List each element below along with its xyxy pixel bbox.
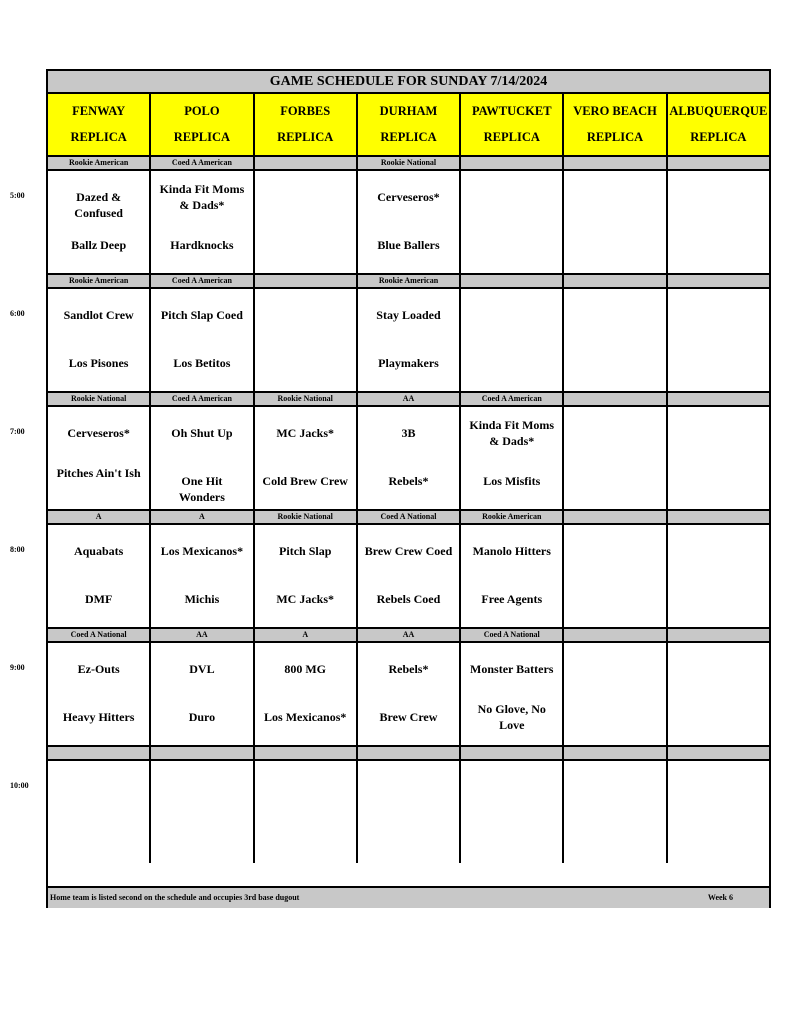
- home-team: Los Betitos: [173, 356, 231, 370]
- game-cell: [358, 289, 461, 391]
- away-team: Manolo Hitters: [472, 544, 551, 558]
- field-subtitle: REPLICA: [586, 130, 644, 145]
- game-cell: [151, 171, 254, 273]
- game-cell: [564, 761, 667, 863]
- time-slot-row: [48, 171, 769, 275]
- division-label: Coed A American: [151, 157, 254, 169]
- game-cell: [255, 289, 358, 391]
- game-cell: [48, 171, 151, 273]
- away-team: Cerveseros*: [67, 426, 130, 440]
- away-team: Sandlot Crew: [63, 308, 134, 322]
- footer-note: Home team is listed second on the schedule and occupies 3rd base dugout: [50, 893, 300, 902]
- division-label: [564, 629, 667, 641]
- game-cell: [358, 171, 461, 273]
- game-cell: [564, 643, 667, 745]
- division-label: [255, 157, 358, 169]
- home-team: Free Agents: [481, 592, 543, 606]
- division-label: [668, 747, 769, 759]
- home-team: Los Pisones: [68, 356, 129, 370]
- footer-bar: [48, 886, 769, 908]
- home-team: Michis: [184, 592, 220, 606]
- time-label: 9:00: [10, 663, 25, 672]
- field-name: POLO: [184, 103, 220, 118]
- game-cell: [358, 643, 461, 745]
- away-team: Pitch Slap: [279, 544, 332, 558]
- schedule-table: [46, 69, 771, 908]
- time-label: 7:00: [10, 427, 25, 436]
- game-cell: [668, 643, 769, 745]
- division-label: [358, 747, 461, 759]
- home-team: Rebels Coed: [376, 592, 441, 606]
- time-label: 6:00: [10, 309, 25, 318]
- game-cell: [358, 525, 461, 627]
- home-team: Hardknocks: [170, 238, 234, 252]
- game-cell: [564, 289, 667, 391]
- away-team: Aquabats: [73, 544, 124, 558]
- home-team: Ballz Deep: [71, 238, 127, 252]
- game-cell: [564, 171, 667, 273]
- division-label: Coed A National: [461, 629, 564, 641]
- game-cell: [358, 407, 461, 509]
- away-team: Rebels*: [388, 662, 429, 676]
- division-label: [564, 511, 667, 523]
- home-team: DMF: [84, 592, 113, 606]
- home-team: Rebels*: [388, 474, 429, 488]
- home-team: MC Jacks*: [276, 592, 335, 606]
- division-label: Rookie National: [358, 157, 461, 169]
- division-label: [255, 747, 358, 759]
- game-cell: [151, 761, 254, 863]
- game-cell: [48, 289, 151, 391]
- field-name: DURHAM: [379, 103, 438, 118]
- away-team: Pitch Slap Coed: [160, 308, 243, 322]
- division-label: Rookie American: [48, 157, 151, 169]
- home-team: Los Misfits: [483, 474, 541, 488]
- game-cell: [48, 525, 151, 627]
- game-cell: [255, 171, 358, 273]
- field-header-4: [358, 94, 461, 155]
- field-name: VERO BEACH: [573, 103, 657, 118]
- field-header-6: [564, 94, 667, 155]
- away-team: 800 MG: [284, 662, 327, 676]
- field-subtitle: REPLICA: [483, 130, 540, 145]
- field-name: FORBES: [280, 103, 331, 118]
- away-team: Stay Loaded: [376, 308, 441, 322]
- division-label: [151, 747, 254, 759]
- division-band: [48, 275, 769, 289]
- division-label: A: [151, 511, 254, 523]
- division-label: [461, 157, 564, 169]
- division-band: [48, 157, 769, 171]
- time-slot-row: [48, 761, 769, 863]
- game-cell: [151, 643, 254, 745]
- time-label: 8:00: [10, 545, 25, 554]
- away-team: Oh Shut Up: [171, 426, 233, 440]
- game-cell: [48, 761, 151, 863]
- division-label: A: [255, 629, 358, 641]
- away-team: Los Mexicanos*: [160, 544, 244, 558]
- division-band: [48, 511, 769, 525]
- home-team: Cold Brew Crew: [262, 474, 348, 488]
- field-header-2: [151, 94, 254, 155]
- division-label: Coed A American: [151, 275, 254, 287]
- division-label: [48, 747, 151, 759]
- game-cell: [255, 525, 358, 627]
- division-label: [461, 747, 564, 759]
- game-cell: [461, 643, 564, 745]
- division-label: [564, 275, 667, 287]
- division-label: [255, 275, 358, 287]
- division-label: [668, 511, 769, 523]
- division-label: AA: [151, 629, 254, 641]
- field-subtitle: REPLICA: [690, 130, 747, 145]
- game-cell: [564, 407, 667, 509]
- field-header-1: [48, 94, 151, 155]
- division-label: AA: [358, 393, 461, 405]
- division-label: Coed A American: [461, 393, 564, 405]
- division-label: AA: [358, 629, 461, 641]
- game-cell: [668, 289, 769, 391]
- game-cell: [358, 761, 461, 863]
- division-label: Coed A National: [358, 511, 461, 523]
- division-label: Coed A American: [151, 393, 254, 405]
- field-name: PAWTUCKET: [471, 103, 552, 118]
- game-cell: [151, 289, 254, 391]
- division-label: [564, 157, 667, 169]
- home-team: Heavy Hitters: [62, 710, 135, 724]
- game-cell: [461, 525, 564, 627]
- game-cell: [461, 761, 564, 863]
- away-team: Ez-Outs: [77, 662, 120, 676]
- division-label: Rookie National: [255, 511, 358, 523]
- away-team: Cerveseros*: [377, 190, 440, 204]
- game-cell: [461, 171, 564, 273]
- division-label: [668, 629, 769, 641]
- time-slot-row: [48, 407, 769, 511]
- field-subtitle: REPLICA: [173, 130, 231, 145]
- away-team: 3B: [401, 426, 416, 440]
- home-team: Pitches Ain't Ish: [56, 466, 141, 480]
- away-team: DVL: [189, 662, 215, 676]
- time-label: 5:00: [10, 191, 25, 200]
- division-label: Rookie National: [255, 393, 358, 405]
- game-cell: [151, 525, 254, 627]
- game-cell: [255, 643, 358, 745]
- home-team: Duro: [188, 710, 216, 724]
- away-team: Kinda Fit Moms & Dads*: [469, 418, 555, 448]
- game-cell: [461, 407, 564, 509]
- field-header-3: [255, 94, 358, 155]
- week-label: Week 6: [707, 893, 733, 902]
- division-band: [48, 393, 769, 407]
- field-name: ALBUQUERQUE: [669, 103, 768, 118]
- division-label: [564, 393, 667, 405]
- home-team: Playmakers: [378, 356, 439, 370]
- division-label: [564, 747, 667, 759]
- game-cell: [151, 407, 254, 509]
- division-band: [48, 747, 769, 761]
- game-cell: [564, 525, 667, 627]
- away-team: Brew Crew Coed: [364, 544, 453, 558]
- game-cell: [48, 407, 151, 509]
- page-title: GAME SCHEDULE FOR SUNDAY 7/14/2024: [48, 71, 769, 94]
- division-label: Rookie American: [461, 511, 564, 523]
- field-header-7: [668, 94, 769, 155]
- division-label: [461, 275, 564, 287]
- division-label: A: [48, 511, 151, 523]
- away-team: MC Jacks*: [276, 426, 335, 440]
- division-label: Rookie American: [358, 275, 461, 287]
- division-label: [668, 275, 769, 287]
- home-team: Brew Crew: [379, 710, 438, 724]
- field-header-row: [48, 94, 769, 157]
- game-cell: [48, 643, 151, 745]
- game-cell: [668, 407, 769, 509]
- field-subtitle: REPLICA: [70, 130, 127, 145]
- game-cell: [668, 171, 769, 273]
- division-band: [48, 629, 769, 643]
- game-cell: [255, 761, 358, 863]
- away-team: Dazed & Confused: [74, 190, 123, 220]
- away-team: Monster Batters: [470, 662, 554, 676]
- home-team: Blue Ballers: [377, 238, 440, 252]
- home-team: No Glove, No Love: [477, 702, 546, 732]
- time-label: 10:00: [10, 781, 29, 790]
- field-header-5: [461, 94, 564, 155]
- time-slot-row: [48, 643, 769, 747]
- division-label: [668, 393, 769, 405]
- division-label: [668, 157, 769, 169]
- division-label: Coed A National: [48, 629, 151, 641]
- field-name: FENWAY: [72, 103, 126, 118]
- division-label: Rookie National: [48, 393, 151, 405]
- field-subtitle: REPLICA: [277, 130, 334, 145]
- game-cell: [255, 407, 358, 509]
- away-team: Kinda Fit Moms & Dads*: [159, 182, 245, 212]
- home-team: One Hit Wonders: [178, 474, 225, 504]
- time-slot-row: [48, 525, 769, 629]
- division-label: Rookie American: [48, 275, 151, 287]
- home-team: Los Mexicanos*: [264, 710, 347, 724]
- game-cell: [668, 525, 769, 627]
- time-slot-row: [48, 289, 769, 393]
- field-subtitle: REPLICA: [380, 130, 437, 145]
- game-cell: [668, 761, 769, 863]
- game-cell: [461, 289, 564, 391]
